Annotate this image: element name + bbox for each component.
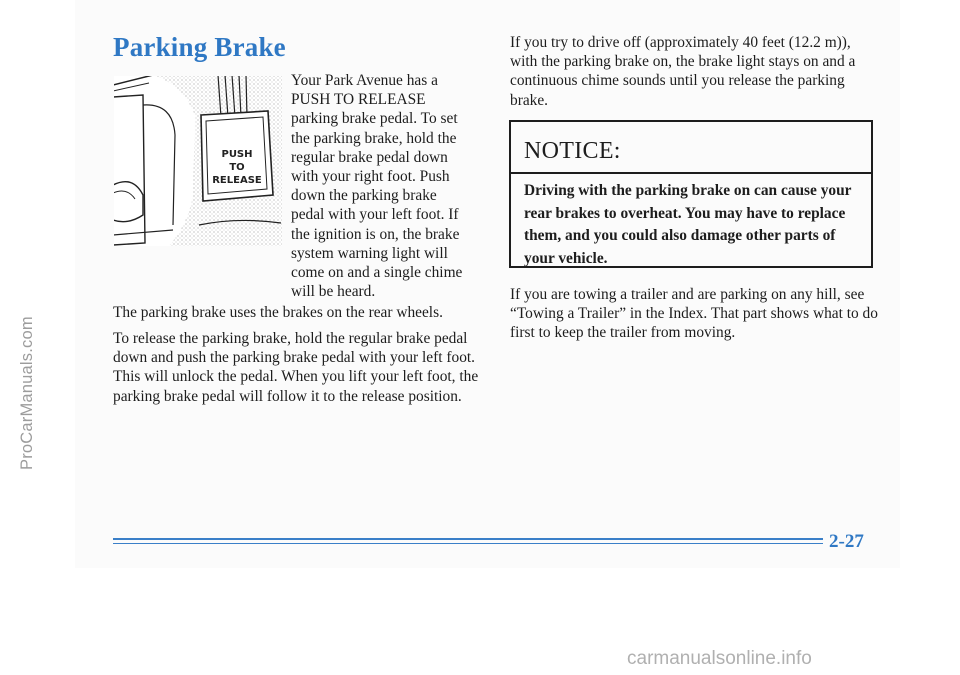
towing-paragraph: If you are towing a trailer and are parking on any hill, see “Towing a Trailer” in the Index. That part shows what to do first to keep the trailer from moving. <box>510 286 878 342</box>
footer-rule-thin <box>113 543 823 544</box>
release-paragraph: To release the parking brake, hold the regular brake pedal down and push the parking brake pedal with your left foot. This will unlock the pedal. When you lift your left foot, the parking brake pedal will follow it to the release position. <box>113 330 479 405</box>
notice-body: Driving with the parking brake on can cause your rear brakes to overheat. You may have to replace them, and you could also damage other parts of your vehicle. <box>524 182 852 267</box>
rear-wheels-paragraph: The parking brake uses the brakes on the rear wheels. <box>113 304 443 321</box>
notice-heading: NOTICE: <box>524 138 621 164</box>
page-number: 2-27 <box>829 531 864 552</box>
pedal-label-line3: RELEASE <box>212 175 262 186</box>
pedal-label-line1: PUSH <box>221 149 253 160</box>
parking-brake-pedal-illustration <box>113 75 283 247</box>
footer-rule <box>113 538 823 540</box>
notice-divider <box>511 172 871 174</box>
section-title: Parking Brake <box>113 32 286 62</box>
bottom-watermark: carmanualsonline.info <box>627 648 812 669</box>
pedal-label-line2: TO <box>229 162 245 173</box>
intro-paragraph: Your Park Avenue has a PUSH TO RELEASE parking brake pedal. To set the parking brake, hold the regular brake pedal down with your right foot. Push down the parking brake pedal with your left foot. If the ignition is on, the brake system warning light will come on and a single chime will be heard. <box>291 72 463 301</box>
notice-box <box>509 120 873 268</box>
side-watermark: ProCarManuals.com <box>18 316 36 470</box>
drive-off-paragraph: If you try to drive off (approximately 40 feet (12.2 m)), with the parking brake on, the brake light stays on and a continuous chime sounds until you release the parking brake. <box>510 34 856 109</box>
